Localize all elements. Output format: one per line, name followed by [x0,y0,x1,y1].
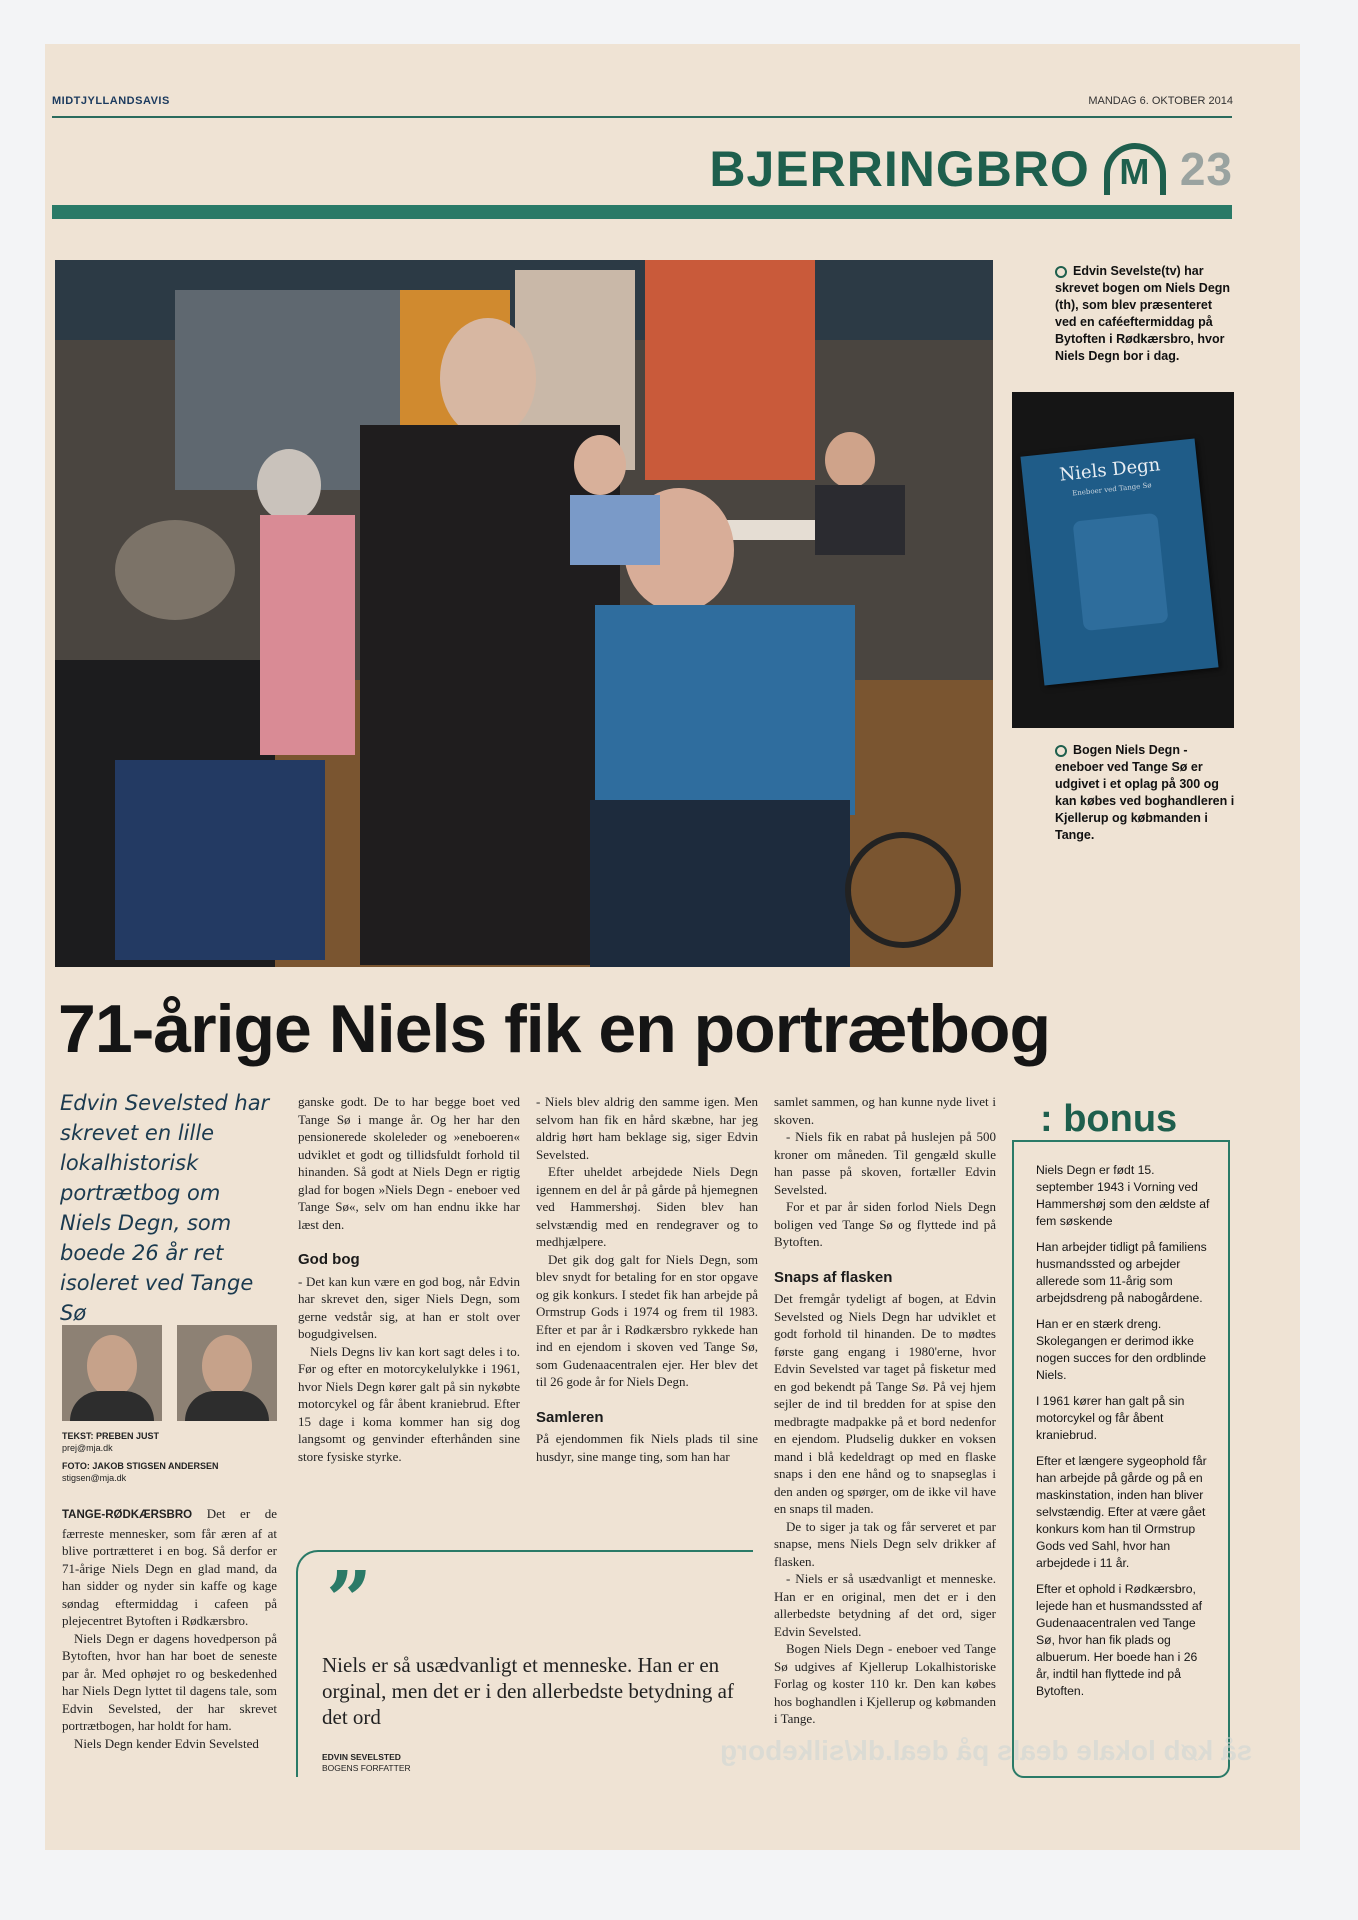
quote-mark-icon: ” [326,1553,373,1647]
author-photos [62,1325,282,1425]
section-title: BJERRINGBRO [709,141,1090,197]
section-header [709,140,1233,198]
text-credit: TEKST: PREBEN JUST [62,1431,160,1441]
paragraph: Det fremgår tydeligt af bogen, at Edvin Sevelsted og Niels Degn har udviklet et godt forhold til hinanden. De to mødtes første gang engang i 1980'erne, hvor Edvin Sevelsted var taget på fisketur med en god bekendt på Tange Sø. På vej hjem sejler de ind til bredden for at spise den medbragte madpakke på et bord nedenfor en ejendom. Pludselig dukker en voksen mand i blå kedeldragt op med en flaske snaps i den ene hånd og to snapseglas i den anden og spørger, om de ikke vil have en snaps til maden. [774,1291,996,1516]
dateline: TANGE-RØDKÆRSBRO [62,1509,193,1521]
book-photo [1012,392,1234,728]
paragraph: - Niels blev aldrig den samme igen. Men selvom han fik en hård skæbne, har jeg aldrig hørt ham beklage sig, siger Edvin Sevelsted. [536,1094,758,1162]
pull-quote [296,1550,753,1777]
byline [62,1430,272,1484]
paper-logo-icon [1104,143,1166,195]
page-number: 23 [1179,143,1233,195]
paragraph: De to siger ja tak og får serveret et par snapse, mens Niels Degn selv drikker af flasken. [774,1518,996,1569]
paragraph: Efter uheldet arbejdede Niels Degn igennem en del år på gårde på hjemegnen ved Hammershøj. Siden blev han selvstændig med en rendegraver og to medhjælpere. [536,1164,758,1249]
text-credit-email: prej@mja.dk [62,1443,113,1453]
book-title: Niels Degn [1058,454,1162,486]
quote-author-role: BOGENS FORFATTER [322,1763,411,1773]
paragraph: - Niels fik en rabat på huslejen på 500 kroner om måneden. Til gengæld skulle han passe på skoven, fortæller Edvin Sevelsted. [774,1129,996,1197]
masthead-rule [52,116,1232,118]
article-column-2 [298,1093,520,1465]
pull-quote-text: Niels er så usædvanligt et menneske. Han er en orginal, men det er i den allerbedste betydning af det ord [322,1653,734,1729]
photo-caption-text: Edvin Sevelste(tv) har skrevet bogen om Niels Degn (th), som blev præsenteret ved en caféeftermiddag på Bytoften i Rødkærsbro, hvor Niels Degn bor i dag. [1055,264,1231,363]
subheading-snaps-af-flasken: Snaps af flasken [774,1268,893,1286]
masthead-date: MANDAG 6. OKTOBER 2014 [1088,95,1233,107]
photo-credit: FOTO: JAKOB STIGSEN ANDERSEN [62,1461,219,1471]
section-rule [52,205,1232,219]
book-subtitle: Eneboer ved Tange Sø [1071,481,1152,498]
paragraph: Det er de færreste mennesker, som får æren af at blive portrætteret i en bog. Så derfor er 71-årige Niels Degn en glad mand, da han sidder og nyder sin kaffe og kage søndag eftermiddag i cafeen på plejecentret Bytoften i Rødkærsbro. [62,1506,277,1628]
paragraph: samlet sammen, og han kunne nyde livet i skoven. [774,1094,996,1127]
paragraph: Bogen Niels Degn - eneboer ved Tange Sø udgives af Kjellerup Lokalhistoriske Forlag og koster 110 kr. Den kan købes hos boghandlen i Kjellerup og købmanden i Tange. [774,1641,996,1726]
paragraph: På ejendommen fik Niels plads til sine husdyr, sine mange ting, som han har [536,1431,758,1464]
paragraph: - Det kan kun være en god bog, når Edvin har skrevet den, siger Niels Degn, som gerne vedstår sig, at han er stolt over bogudgivelsen. [298,1273,520,1341]
subheading-god-bog: God bog [298,1251,360,1268]
bonus-item: Han er en stærk dreng. Skolegangen er derimod ikke nogen succes for den ordblinde Niels. [1036,1317,1207,1382]
bonus-item: I 1961 kører han galt på sin motorcykel og får åbent kraniebrud. [1036,1394,1185,1442]
bonus-item: Niels Degn er født 15. september 1943 i Vorning ved Hammershøj som den ældste af fem søskende [1036,1163,1210,1228]
book-caption [1055,742,1235,844]
caption-bullet-icon [1055,266,1067,278]
photo-credit-email: stigsen@mja.dk [62,1473,127,1483]
paragraph: Niels Degns liv kan kort sagt deles i to. Før og efter en motorcykelulykke i 1961, hvor Niels Degn kører galt på sin nykøbte motorcykel og får åbent kraniebrud. Efter 15 dage i koma kommer han sig dog langsomt og genvinder efterhånden sine store fysiske styrke. [298,1343,520,1464]
bonus-item: Efter et ophold i Rødkærsbro, lejede han et husmandssted af Gudenaacentralen ved Tange Sø, hvor han fik plads og albuerum. Her boede han i 26 år, indtil han flyttede ind på Bytoften. [1036,1582,1203,1698]
caption-bullet-icon [1055,745,1067,757]
subheading-samleren: Samleren [536,1408,604,1426]
paragraph: - Niels er så usædvanligt et menneske. Han er en original, men det er i den allerbedste betydning af det ord, siger Edvin Sevelsted. [774,1571,996,1639]
article-column-4 [774,1093,996,1728]
main-photo [55,260,993,967]
paragraph: ganske godt. De to har begge boet ved Tange Sø i mange år. Og her har den pensionerede skoleleder og »eneboeren« udviklet et godt og tillidsfuldt forhold til hinanden. Så godt at Niels Degn er rigtig glad for bogen »Niels Degn - eneboer ved Tange Sø«, selv om han endnu ikke har læst den. [298,1094,520,1232]
author-photo-preben-just [62,1325,162,1421]
author-photo-jakob-stigsen [177,1325,277,1421]
pull-quote-attribution [322,1752,411,1774]
cafe-scene-illustration [55,260,993,967]
bonus-item: Efter et længere sygeophold får han arbejde på gårde og på en maskinstation, inden han bliver selvstændig. Efter at være gået konkurs kom han til Ormstrup Gods ved Sahl, hvor han arbejdede i 11 år. [1036,1454,1207,1570]
masthead-paper-name: MIDTJYLLANDSAVIS [52,95,170,107]
book-caption-text: Bogen Niels Degn - eneboer ved Tange Sø er udgivet i et oplag på 300 og kan købes ved boghandleren i Kjellerup og købmanden i Tange. [1055,743,1235,842]
bonus-title: : bonus [1040,1098,1178,1140]
paragraph: For et par år siden forlod Niels Degn boligen ved Tange Sø og flyttede ind på Bytoften. [774,1199,996,1249]
article-column-1 [62,1505,277,1752]
quote-author: EDVIN SEVELSTED [322,1752,401,1762]
photo-caption [1055,263,1235,365]
paragraph: Niels Degn er dagens hovedperson på Bytoften, hvor han har boet de seneste par år. Med ophøjet ro og beskedenhed har Niels Degn lyttet til dagens tale, som Edvin Sevelsted, der har skrevet portrætbogen, har holdt for ham. [62,1630,277,1733]
lede: Edvin Sevelsted har skrevet en lille lokalhistorisk portrætbog om Niels Degn, som boede 26 år ret isoleret ved Tange Sø [60,1091,270,1325]
bonus-item: Han arbejder tidligt på familiens husmandssted og arbejder allerede som 11-årig som arbejdsdreng på nabogårdene. [1036,1240,1207,1305]
paragraph: Niels Degn kender Edvin Sevelsted [74,1735,259,1751]
bonus-factbox [1012,1140,1230,1778]
article-column-3 [536,1093,758,1465]
headline: 71-årige Niels fik en portrætbog [58,991,1050,1067]
book-cover [1020,438,1218,685]
show-through-advert-text: så køb lokale deals på deal.dk/silkeborg [720,1735,1253,1766]
book-cover-portrait [1073,513,1169,631]
logo-letter: M [1119,151,1151,192]
paragraph: Det gik dog galt for Niels Degn, som blev snydt for betaling for en stor opgave og gik konkurs. I stedet fik han arbejde på Ormstrup Gods i 1974 og frem til 1983. Efter et par år i Rødkærsbro rykkede han ind en ejendom i skoven ved Tange Sø, som Gudenaacentralen ejer. Her blev det til 26 gode år for Niels Degn. [536,1251,758,1389]
